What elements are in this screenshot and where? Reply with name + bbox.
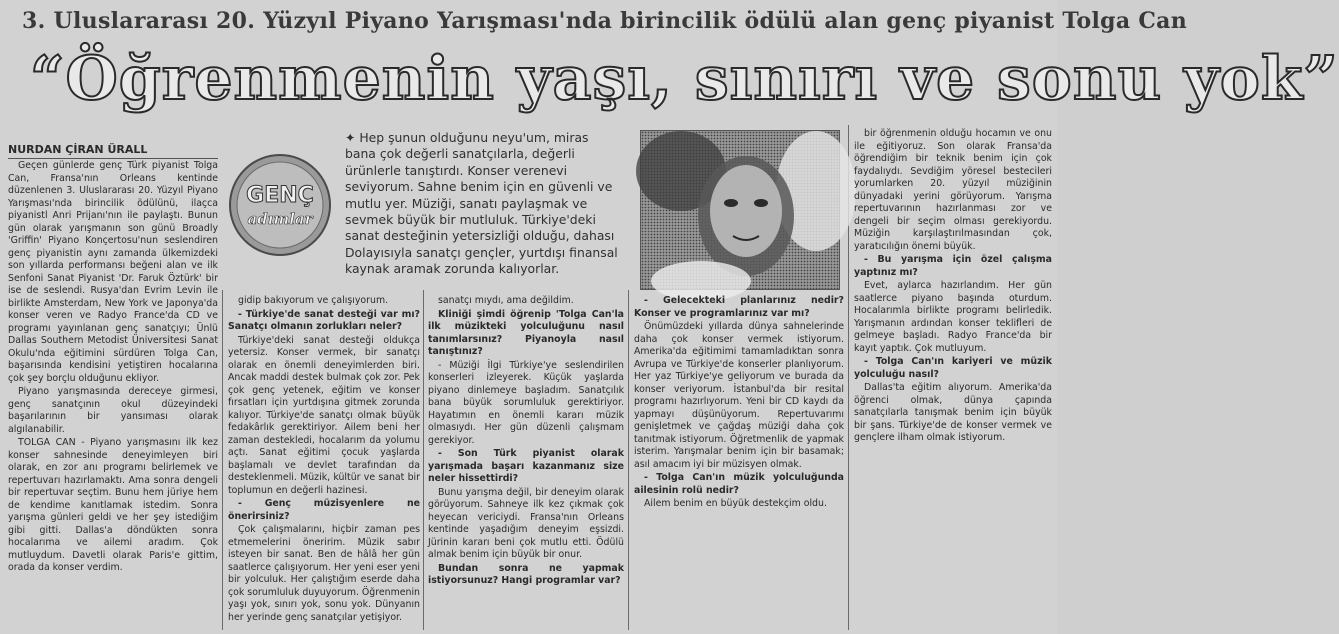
genc-adimlar-logo <box>225 150 335 260</box>
paragraph: Dallas'ta eğitim alıyorum. Amerika'da öğrenci olmak, dünya çapında sanatçılarla tanışmak benim için büyük bir şans. Türkiye'de de konser vermek ve gençlere ilham olmak istiyorum. <box>854 382 1052 443</box>
paragraph: Ailem benim en büyük destekçim oldu. <box>644 498 827 509</box>
logo-top-text: GENÇ <box>246 183 314 208</box>
paragraph: TOLGA CAN - Piyano yarışmasını ilk kez konser sahnesinde deneyimleyen biri olarak, en zor anı programı belirlemek ve repertuvarı hazırlamaktı. Ama sonra dengeli bir repertuvar seçtim. Bunu hem jüriye hem de kendime kanıtlamak istedim. Sonra yarışma günleri geldi ve her şey istediğim gibi gitti. Dallas'a döndükten sonra hocalarıma ve ailemi aradım. Çok mutluydum. Davetli olarak Paris'e gittim, orada da konser verdim. <box>8 437 218 573</box>
column-rule <box>222 290 223 630</box>
interview-question: - Bu yarışma için özel çalışma yaptınız mı? <box>854 254 1052 278</box>
interview-question: - Gelecekteki planlarınız nedir? Konser ve programlarınız var mı? <box>634 295 844 319</box>
paragraph: Evet, aylarca hazırlandım. Her gün saatlerce piyano başında oturdum. Hocalarımla birlikte programı belirledik. Yarışmanın ardından konser teklifleri de gelmeye başladı. Radyo France'da bir kayıt yaptık. Çok mutluyum. <box>854 280 1052 354</box>
interview-question: Bundan sonra ne yapmak istiyorsunuz? Hangi programlar var? <box>428 562 624 586</box>
interview-question: - Genç müzisyenlere ne önerirsiniz? <box>228 498 420 522</box>
article-column-3 <box>428 295 624 632</box>
article-column-2 <box>228 295 420 632</box>
article-kicker: 3. Uluslararası 20. Yüzyıl Piyano Yarışması'nda birincilik ödülü alan genç piyanist Tolga Can <box>22 8 1188 34</box>
paragraph: Türkiye'deki sanat desteği oldukça yetersiz. Konser vermek, bir sanatçı olarak en önemli deneyimlerden biri. Ancak maddi destek bulmak çok zor. Pek çok genç yetenek, eğitim ve konser fırsatları için yurtdışına gitmek zorunda kalıyor. Türkiye'de sanatçı olmak büyük fedakârlık gerektiriyor. Ailem beni her zaman destekledi, hocalarım da yolumu açtı. Sanat eğitimi çocuk yaşlarda başlamalı ve devlet tarafından da desteklenmeli. Müzik, kültür ve sanat bir toplumun en değerli hazinesi. <box>228 334 420 496</box>
paragraph: Çok çalışmalarını, hiçbir zaman pes etmemelerini öneririm. Müzik sabır isteyen bir sanat. Ben de hâlâ her gün saatlerce çalışıyorum. Her yeni eser yeni bir yolculuk. Her çalıştığım eserde daha çok sorumluluk duyuyorum. Öğrenmenin yaşı yok, sınırı yok, sonu yok. Dünyanın her yerinde genç sanatçılar yetişiyor. <box>228 524 420 623</box>
interview-question: - Türkiye'de sanat desteği var mı? Sanatçı olmanın zorlukları neler? <box>228 308 420 332</box>
paragraph: Geçen günlerde genç Türk piyanist Tolga Can, Fransa'nın Orleans kentinde düzenlenen 3. Uluslararası 20. Yüzyıl Piyano Yarışması'nda birincilik ödülünü, ilaçca piyanistl Anri Prijanı'nın ile paylaştı. Bunun gün olarak yarışmanın son günü Broadly 'Griffin' Piyano Konçertosu'nun seslendiren genç piyanistin aynı zamanda ülkemizdeki son yıllarda performansı beğeni alan ve ilk Senfoni Sanat Piyanist 'Dr. Faruk Öztürk' bir ise de seslendi. Rusya'dan Evrim Levin ile birlikte Amsterdam, New York ve Japonya'da konser veren ve Radyo France'da CD ve programı yayınlanan genç sanatçıyı; Ünlü Dallas Southern Metodist Üniversitesi Sanat Okulu'nda eğitimini sürdüren Tolga Can, başarısında kendisini yetiştiren hocalarına çok şey borçlu olduğunu ekliyor. <box>8 160 218 384</box>
pull-quote-marker-icon: ✦ <box>345 130 360 145</box>
interview-question: - Tolga Can'ın kariyeri ve müzik yolculuğu nasıl? <box>854 356 1052 380</box>
article-headline: “Öğrenmenin yaşı, sınırı ve sonu yok” <box>30 44 1339 114</box>
paragraph: - Müziği İlgi Türkiye'ye seslendirilen konserleri izleyerek. Küçük yaşlarda piyano dinlemeye başladım. Sanatçılık bana büyük sorumluluk gerektiriyor. Hayatımın en önemli kararı müzik olmasıydı. Her gün düzenli çalışmam gerekiyor. <box>428 359 624 446</box>
paragraph: Önümüzdeki yıllarda dünya sahnelerinde daha çok konser vermek istiyorum. Amerika'da eğitimimi tamamladıktan sonra Avrupa ve Türkiye'de konserler planlıyorum. Her yaz Türkiye'ye geliyorum ve burada da konser veriyorum. İstanbul'da bir resital programı hazırlıyorum. Yeni bir CD kaydı da yapmayı düşünüyorum. Repertuvarımı genişletmek ve çağdaş müziği daha çok tanıtmak istiyorum. Öğretmenlik de yapmak isterim. Yarışmalar benim için bir basamak; asıl amacım iyi bir müzisyen olmak. <box>634 321 844 470</box>
article-column-5 <box>854 128 1052 632</box>
paragraph: Piyano yarışmasında dereceye girmesi, genç sanatçının okul düzeyindeki başarılarının bir yansıması olarak algılanabilir. <box>8 386 218 435</box>
pull-quote-text: Hep şunun olduğunu neyu'um, miras bana çok değerli sanatçılarla, değerli ürünlerle tanıştırdı. Konser verenevi seviyorum. Sahne benim için en güvenli ve mutlu yer. Müziği, sanatı paylaşmak ve sevmek büyük bir mutluluk. Türkiye'deki sanat desteğinin yetersizliği olduğu, dahası Dolayısıyla sanatçı gençler, yurtdışı finansal kaynak aramak zorunda kalıyorlar. <box>345 130 618 277</box>
interview-question: - Tolga Can'ın müzik yolculuğunda ailesinin rolü nedir? <box>634 472 844 496</box>
paragraph: bir öğrenmenin olduğu hocamın ve onu ile eğitiyoruz. Son olarak Fransa'da öğrendiğim bir teknik benim için çok faydalıydı. Sevdiğim yöresel bestecileri yorumlarken 20. yüzyıl müziğinin dünyadaki yerini görüyorum. Yarışma repertuvarının hazırlanması zor ve dengeli bir seçim olması gerekiyordu. Müziğin karşılaştırılmasından çok, yaratıcılığın önemi büyük. <box>854 128 1052 252</box>
article-column-1 <box>8 160 218 632</box>
interview-question: - Son Türk piyanist olarak yarışmada başarı kazanmanız size neler hissettirdi? <box>428 448 624 484</box>
paragraph: sanatçı mıydı, ama değildim. <box>438 295 574 306</box>
paragraph: gidip bakıyorum ve çalışıyorum. <box>238 295 389 306</box>
article-column-4 <box>634 295 844 632</box>
column-rule <box>628 290 629 630</box>
article-byline: NURDAN ÇİRAN ÜRALL <box>8 143 218 159</box>
portrait-photo <box>640 130 840 290</box>
paragraph: Bunu yarışma değil, bir deneyim olarak görüyorum. Sahneye ilk kez çıkmak çok heyecan vericiydi. Fransa'nın Orleans kentinde yaşadığım deneyim eşsizdi. Jürinin kararı beni çok mutlu etti. Ödülü almak benim için büyük bir onur. <box>428 486 624 560</box>
logo-bottom-text: adımlar <box>247 210 313 228</box>
interview-question: Kliniği şimdi öğrenip 'Tolga Can'la ilk müzikteki yolculuğunu nasıl tanımlarsınız? Piyanoyla nasıl tanıştınız? <box>428 308 624 357</box>
